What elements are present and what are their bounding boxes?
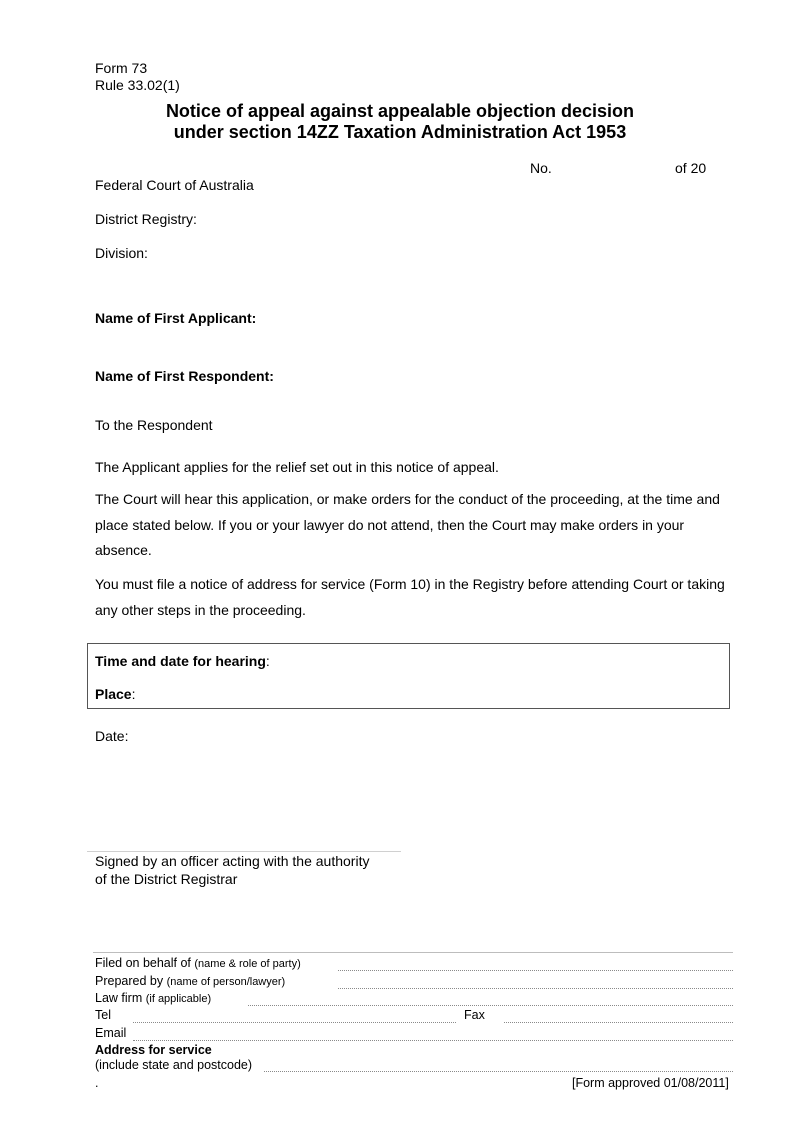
- fax-field[interactable]: [504, 1022, 733, 1023]
- hearing-time-label: Time and date for hearing: [95, 653, 266, 669]
- footer-dot: .: [95, 1076, 99, 1090]
- address-for-service-hint: (include state and postcode): [95, 1058, 253, 1072]
- signature-line: [87, 851, 401, 852]
- first-respondent-label: Name of First Respondent:: [95, 368, 274, 384]
- court-name: Federal Court of Australia: [95, 177, 254, 193]
- hearing-time-colon: :: [265, 653, 270, 669]
- prepared-by-label: [95, 974, 285, 990]
- signature-text-line-1: Signed by an officer acting with the authority: [95, 853, 370, 869]
- district-registry-label: District Registry:: [95, 211, 197, 227]
- date-label: Date:: [95, 728, 129, 744]
- hearing-place-colon: :: [131, 686, 136, 702]
- law-firm-label: [95, 991, 211, 1007]
- addressee: To the Respondent: [95, 417, 213, 433]
- form-number: Form 73: [95, 60, 148, 76]
- hearing-paragraph: The Court will hear this application, or make orders for the conduct of the proceeding, at the time and place stated below. If you or your lawyer do not attend, then the Court may make orders in your absence.: [95, 491, 720, 558]
- hearing-place-label: Place: [95, 686, 132, 702]
- rule-reference: Rule 33.02(1): [95, 77, 180, 93]
- form-approved-date: [Form approved 01/08/2011]: [572, 1076, 729, 1090]
- prepared-by-hint: (name of person/lawyer): [166, 976, 286, 988]
- prepared-by-field[interactable]: [338, 988, 733, 989]
- email-field[interactable]: [133, 1040, 733, 1041]
- signature-text-line-2: of the District Registrar: [95, 871, 238, 887]
- address-for-service-paragraph: You must file a notice of address for service (Form 10) in the Registry before attending Court or taking any other steps in the proceeding.: [95, 576, 725, 618]
- hearing-time-field: [95, 653, 270, 669]
- filed-on-behalf-field[interactable]: [338, 970, 733, 971]
- filed-on-behalf-text: Filed on behalf of: [95, 956, 191, 970]
- first-applicant-label: Name of First Applicant:: [95, 310, 257, 326]
- tel-label: Tel: [95, 1008, 111, 1022]
- footer-top-rule: [93, 952, 733, 953]
- relief-paragraph: The Applicant applies for the relief set out in this notice of appeal.: [95, 459, 499, 475]
- case-number-label: No.: [530, 160, 552, 176]
- law-firm-hint: (if applicable): [145, 993, 212, 1005]
- tel-field[interactable]: [133, 1022, 456, 1023]
- filed-on-behalf-label: [95, 956, 301, 972]
- email-label: Email: [95, 1026, 127, 1040]
- address-for-service-label: Address for service: [95, 1043, 212, 1057]
- law-firm-field[interactable]: [248, 1005, 733, 1006]
- page-title: Notice of appeal against appealable objection decision: [165, 101, 635, 121]
- hearing-place-field: [95, 686, 135, 702]
- case-year-label: of 20: [675, 160, 707, 176]
- law-firm-text: Law firm: [95, 991, 143, 1005]
- page-title-line-2: under section 14ZZ Taxation Administration Act 1953: [173, 122, 627, 142]
- fax-label: Fax: [464, 1008, 485, 1022]
- address-for-service-field[interactable]: [264, 1071, 733, 1072]
- division-label: Division:: [95, 245, 148, 261]
- prepared-by-text: Prepared by: [95, 974, 164, 988]
- filed-on-behalf-hint: (name & role of party): [194, 958, 301, 970]
